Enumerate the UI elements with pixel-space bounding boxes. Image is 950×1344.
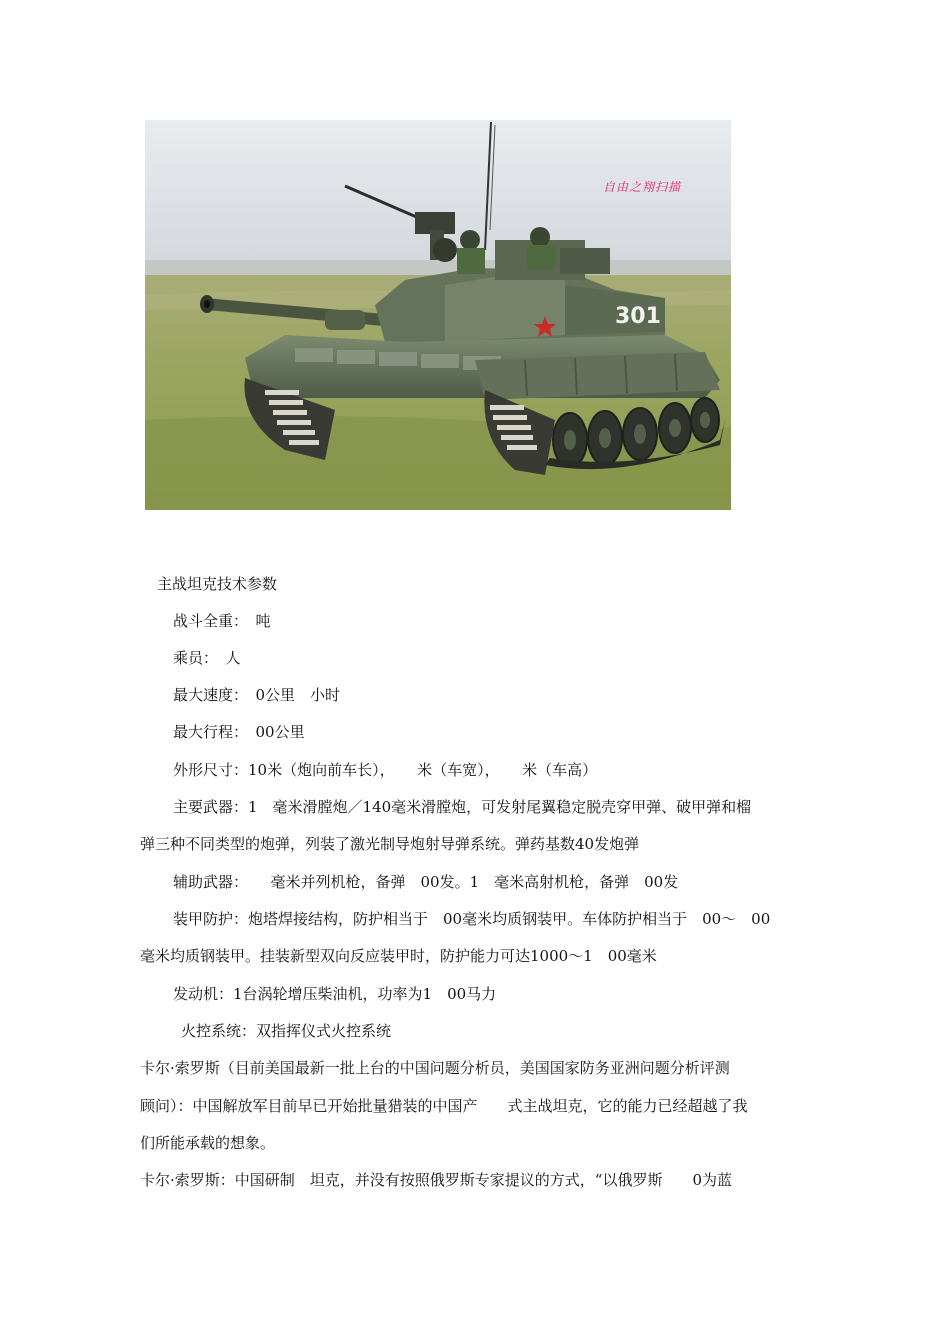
spec-weight: 战斗全重： 吨 (173, 612, 271, 630)
spec-max-range: 最大行程： 00公里 (173, 723, 305, 741)
paragraph-line: 卡尔·索罗斯（目前美国最新一批上台的中国问题分析员，美国国家防务亚洲问题分析评测 (140, 1059, 730, 1077)
spec-armor: 装甲防护：炮塔焊接结构，防护相当于 00毫米均质钢装甲。车体防护相当于 00～ 00 (173, 910, 771, 928)
spec-engine: 发动机：1台涡轮增压柴油机，功率为1 00马力 (173, 985, 497, 1003)
turret-number: 301 (615, 304, 661, 329)
spec-secondary-armament: 辅助武器： 毫米并列机枪，备弹 00发。1 毫米高射机枪，备弹 00发 (173, 873, 679, 891)
spec-armor-cont: 毫米均质钢装甲。挂装新型双向反应装甲时，防护能力可达1000～1 00毫米 (140, 947, 657, 965)
section-heading: 主战坦克技术参数 (157, 575, 278, 593)
watermark-text: 自由之翔扫描 (603, 180, 682, 194)
spec-dimensions: 外形尺寸：10米（炮向前车长）， 米（车宽）， 米（车高） (173, 761, 598, 779)
spec-fire-control: 火控系统：双指挥仪式火控系统 (181, 1022, 392, 1040)
spec-main-armament-cont: 弹三种不同类型的炮弹，列装了激光制导炮射导弹系统。弹药基数40发炮弹 (140, 835, 640, 853)
paragraph-line: 顾问）：中国解放军目前早已开始批量猎装的中国产 式主战坦克，它的能力已经超越了我 (140, 1097, 748, 1115)
spec-max-speed: 最大速度： 0公里 小时 (173, 686, 341, 704)
paragraph-line: 卡尔·索罗斯：中国研制 坦克，并没有按照俄罗斯专家提议的方式，“以俄罗斯 0为蓝 (140, 1171, 732, 1189)
spec-crew: 乘员： 人 (173, 649, 241, 667)
spec-main-armament: 主要武器：1 毫米滑膛炮／140毫米滑膛炮，可发射尾翼稳定脱壳穿甲弹、破甲弹和榴 (173, 798, 752, 816)
tank-photo (145, 120, 731, 510)
paragraph-line: 们所能承载的想象。 (140, 1134, 276, 1152)
